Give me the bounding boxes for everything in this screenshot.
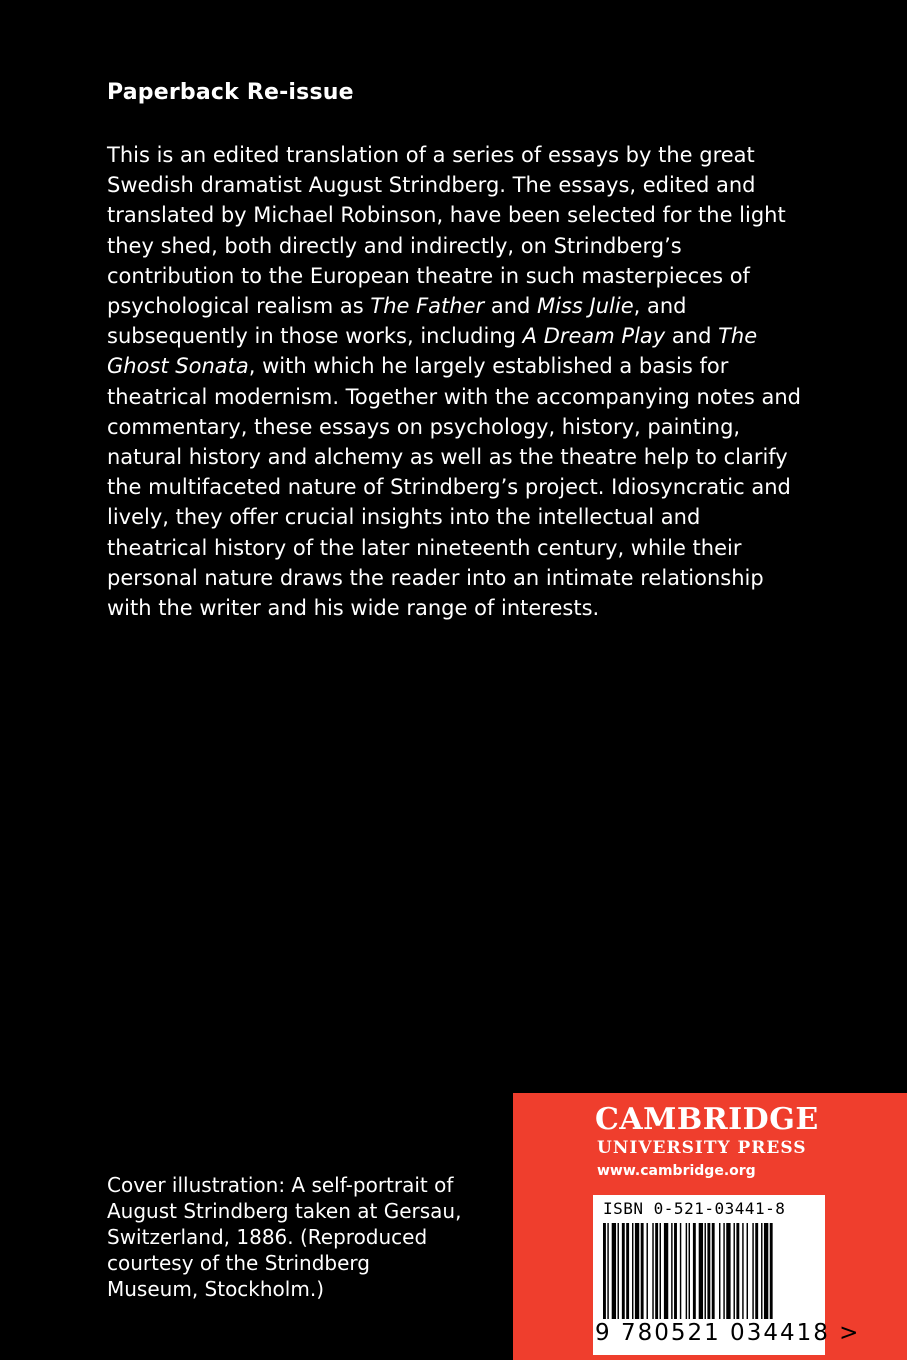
blurb-text: This is an edited translation of a series of essays by the great Swedish dramatist August Strindberg. The essays, edited and translated by Michael Robinson, have been selected for the light they shed, both directly and indirectly, on Strindberg’s contribution to the European theatre in such masterpieces of psychological realism as The Father and Miss Julie, and subsequently in those works, including A Dream Play and The Ghost Sonata, with which he largely established a basis for theatrical modernism. Together with the accompanying notes and commentary, these essays on psychology, history, painting, natural history and alchemy as well as the theatre help to clarify the multifaceted nature of Strindberg’s project. Idiosyncratic and lively, they offer crucial insights into the intellectual and theatrical history of the later nineteenth century, while their personal nature draws the reader into an intimate relationship with the writer and his wide range of interests. xyxy=(107,143,801,621)
cover-credit: Cover illustration: A self-portrait of August Strindberg taken at Gersau, Switzerland, 1886. (Reproduced courtesy of the Strindberg Museum, Stockholm.) xyxy=(107,1173,462,1301)
title-a-dream-play: A Dream Play xyxy=(522,324,666,349)
title-miss-julie: Miss Julie xyxy=(537,294,634,319)
title-the-father: The Father xyxy=(370,294,485,319)
publisher-name: CAMBRIDGE xyxy=(595,1102,819,1137)
isbn-label: ISBN 0-521-03441-8 xyxy=(603,1199,786,1218)
cover-heading: Paperback Re-issue xyxy=(107,80,354,105)
title-ghost-sonata: The Ghost Sonata xyxy=(107,324,758,379)
publisher-subtitle: UNIVERSITY PRESS xyxy=(597,1138,807,1158)
publisher-url: www.cambridge.org xyxy=(597,1163,756,1179)
barcode-box xyxy=(593,1195,861,1355)
barcode-icon xyxy=(599,1223,819,1321)
barcode-digits: 9 780521 034418 > xyxy=(595,1320,861,1346)
publisher-panel xyxy=(513,1093,907,1360)
